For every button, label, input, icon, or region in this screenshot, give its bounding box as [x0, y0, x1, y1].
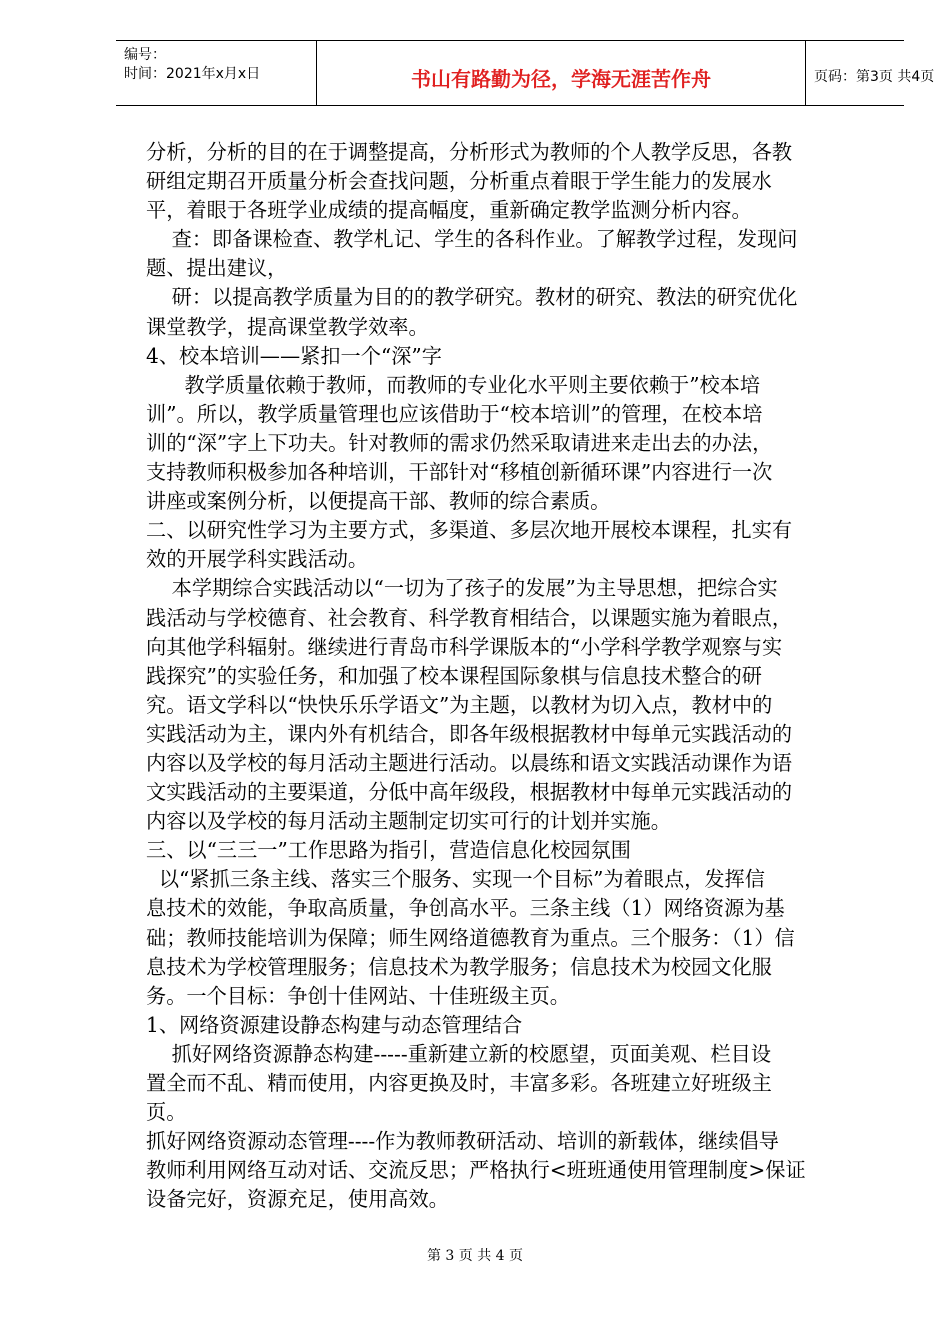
body-text-line: 抓好网络资源静态构建-----重新建立新的校愿望，页面美观、栏目设: [146, 1041, 772, 1066]
body-text-line: 内容以及学校的每月活动主题制定切实可行的计划并实施。: [146, 809, 671, 834]
body-text-line: 息技术的效能，争取高质量，争创高水平。三条主线（1）网络资源为基: [146, 896, 785, 921]
body-text-line: 教师利用网络互动对话、交流反思；严格执行<班班通使用管理制度>保证: [146, 1158, 806, 1183]
body-text-line: 础；教师技能培训为保障；师生网络道德教育为重点。三个服务：（1）信: [146, 925, 795, 950]
body-text-line: 向其他学科辐射。继续进行青岛市科学课版本的“小学科学教学观察与实: [146, 634, 783, 659]
body-text-line: 究。语文学科以“快快乐乐学语文”为主题，以教材为切入点，教材中的: [146, 692, 773, 717]
body-text-line: 践探究”的实验任务，和加强了校本课程国际象棋与信息技术整合的研: [146, 663, 762, 688]
header-page-info: 页码：第3页 共4页: [814, 69, 935, 85]
body-text-line: 题、提出建议，: [146, 256, 288, 281]
body-text-line: 4、校本培训——紧扣一个“深”字: [146, 343, 442, 368]
header-page-cell: [806, 41, 935, 105]
body-text-line: 文实践活动的主要渠道，分低中高年级段，根据教材中每单元实践活动的: [146, 780, 793, 805]
document-body: [146, 138, 876, 1214]
body-text-line: 内容以及学校的每月活动主题进行活动。以晨练和语文实践活动课作为语: [146, 750, 793, 775]
body-text-line: 研组定期召开质量分析会查找问题，分析重点着眼于学生能力的发展水: [146, 169, 772, 194]
body-text-line: 本学期综合实践活动以“一切为了孩子的发展”为主导思想，把综合实: [146, 576, 778, 601]
body-text-line: 讲座或案例分析，以便提高干部、教师的综合素质。: [146, 489, 611, 514]
body-text-line: 分析，分析的目的在于调整提高，分析形式为教师的个人教学反思，各教: [146, 140, 793, 164]
body-text-line: 效的开展学科实践活动。: [146, 547, 369, 572]
body-text-line: 践活动与学校德育、社会教育、科学教育相结合，以课题实施为着眼点，: [146, 605, 793, 630]
body-text-line: 训”。所以，教学质量管理也应该借助于“校本培训”的管理，在校本培: [146, 401, 763, 426]
page-footer: 第 3 页 共 4 页: [426, 1248, 524, 1264]
body-text-line: 实践活动为主，课内外有机结合，即各年级根据教材中每单元实践活动的: [146, 721, 793, 746]
document-number-label: 编号：: [124, 47, 166, 63]
header-meta-cell: [116, 41, 316, 105]
header-motto: 书山有路勤为径，学海无涯苦作舟: [411, 67, 711, 91]
body-text-line: 查：即备课检查、教学札记、学生的各科作业。了解教学过程，发现问: [146, 227, 798, 252]
body-text-line: 置全而不乱、精而使用，内容更换及时，丰富多彩。各班建立好班级主: [146, 1071, 772, 1095]
body-text-line: 平，着眼于各班学业成绩的提高幅度，重新确定教学监测分析内容。: [146, 198, 752, 223]
body-text-line: 训的“深”字上下功夫。针对教师的需求仍然采取请进来走出去的办法，: [146, 430, 773, 455]
body-text-line: 教学质量依赖于教师，而教师的专业化水平则主要依赖于”校本培: [146, 372, 761, 397]
body-text-line: 抓好网络资源动态管理----作为教师教研活动、培训的新载体，继续倡导: [146, 1129, 779, 1154]
document-time-label: 时间：2021年x月x日: [124, 66, 261, 82]
body-text-line: 以“紧抓三条主线、落实三个服务、实现一个目标”为着眼点，发挥信: [146, 867, 765, 892]
body-text-line: 1、网络资源建设静态构建与动态管理结合: [146, 1012, 523, 1037]
header-motto-cell: [316, 41, 806, 105]
body-text-line: 务。一个目标：争创十佳网站、十佳班级主页。: [146, 983, 570, 1008]
body-text-line: 三、以“三三一”工作思路为指引，营造信息化校园氛围: [146, 838, 631, 863]
body-text-line: 设备完好，资源充足，使用高效。: [146, 1187, 449, 1212]
body-text-line: 研：以提高教学质量为目的的教学研究。教材的研究、教法的研究优化: [146, 285, 798, 310]
body-text-line: 页。: [146, 1100, 187, 1125]
body-text-line: 支持教师积极参加各种培训，干部针对“移植创新循环课”内容进行一次: [146, 460, 773, 485]
body-text-line: 二、以研究性学习为主要方式，多渠道、多层次地开展校本课程，扎实有: [146, 518, 793, 543]
body-text-line: 课堂教学，提高课堂教学效率。: [146, 314, 429, 339]
body-text-line: 息技术为学校管理服务；信息技术为教学服务；信息技术为校园文化服: [146, 954, 772, 979]
page-header: [116, 40, 935, 106]
